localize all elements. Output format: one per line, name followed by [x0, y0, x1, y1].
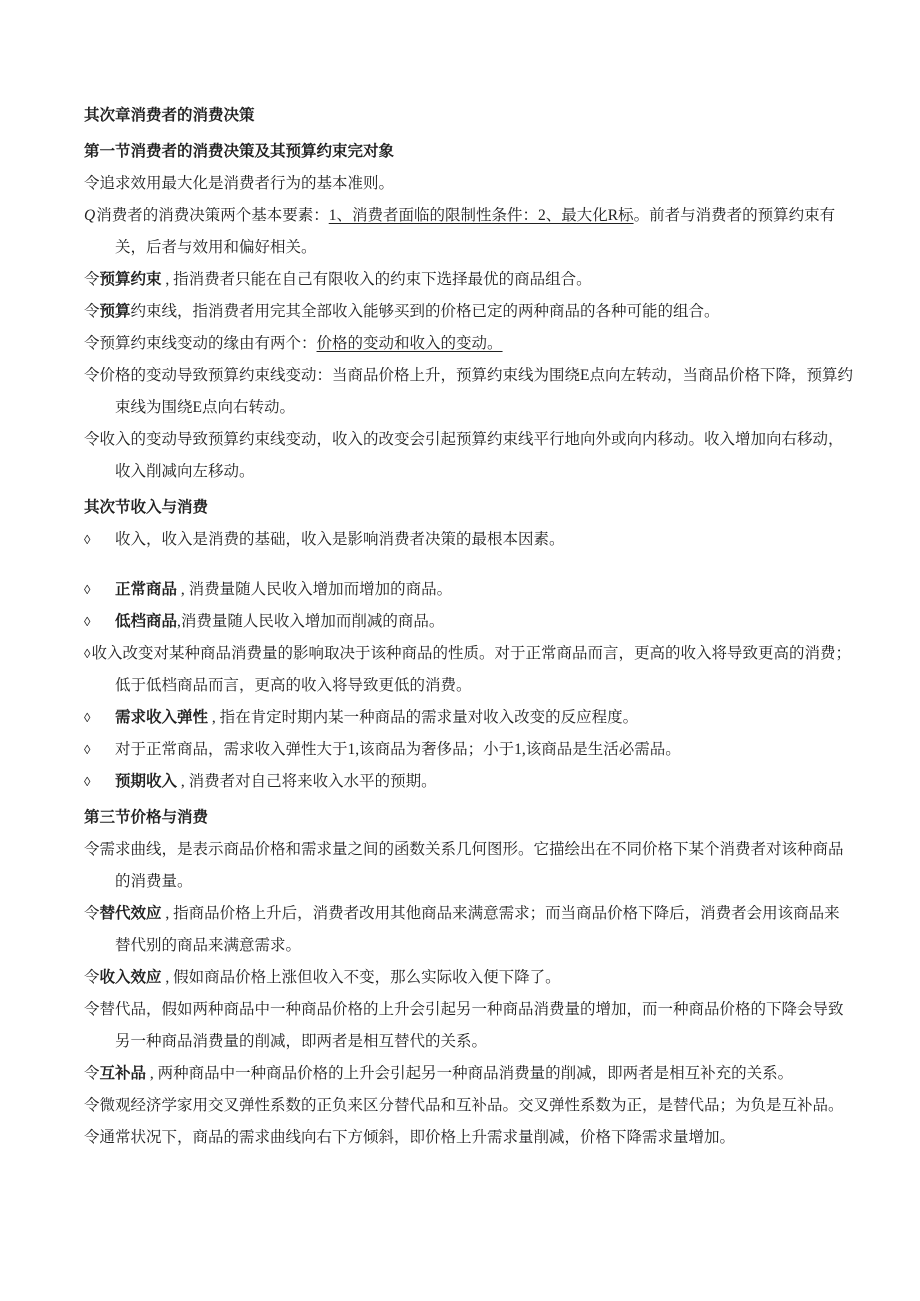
text-run: 替代品，假如两种商品中一种商品价格的上升会引起另一种商品消费量的增加，而一种商品价格的下降会导致另一种商品消费量的削减，即两者是相互替代的关系。: [99, 1001, 844, 1050]
paragraph: [84, 424, 854, 488]
text-run: , 指商品价格上升后，消费者改用其他商品来满意需求；而当商品价格下降后，消费者会用该商品来替代别的商品来满意需求。: [115, 905, 840, 954]
paragraph: [84, 328, 854, 360]
text-run: 预算: [99, 303, 131, 320]
text-run: , 两种商品中一种商品价格的上升会引起另一种商品消费量的削减，即两者是相互补充的关系。: [146, 1065, 794, 1082]
paragraph: [84, 296, 854, 328]
paragraph: [84, 264, 854, 296]
paragraph: [84, 200, 854, 264]
text-run: 正常商品: [115, 581, 178, 598]
document-body: [84, 100, 854, 1154]
spacer: [84, 556, 854, 574]
section-heading: [84, 136, 854, 168]
text-run: 第三节价格与消费: [84, 809, 209, 826]
text-run: 预算约束: [99, 271, 162, 288]
section-heading: [84, 492, 854, 524]
text-run: 需求收入弹性: [115, 709, 209, 726]
paragraph: [84, 638, 854, 702]
ling-bullet: 令: [84, 1001, 100, 1018]
text-run: 其次章消费者的消费决策: [84, 107, 255, 124]
text-run: 第一节消费者的消费决策及其预算约束完对象: [84, 143, 395, 160]
list-item: [84, 524, 854, 556]
paragraph: [84, 962, 854, 994]
text-run: , 消费量随人民收入增加而增加的商品。: [177, 581, 453, 598]
text-run: , 指消费者只能在自己有限收入的约束下选择最优的商品组合。: [161, 271, 592, 288]
ling-bullet: 令: [84, 1065, 100, 1082]
text-run: ,消费量随人民收入增加而削减的商品。: [177, 613, 445, 630]
text-run: 追求效用最大化是消费者行为的基本准则。: [99, 175, 395, 192]
ling-bullet: 令: [84, 1097, 100, 1114]
diamond-bullet: ◊: [84, 774, 91, 789]
q-bullet: Q: [84, 207, 96, 224]
paragraph: [84, 1122, 854, 1154]
text-run: 收入，收入是消费的基础，收入是影响消费者决策的最根本因素。: [115, 531, 565, 548]
text-run: 。前者与消费者的预算约束有关，后者与效用和偏好相关。: [115, 207, 836, 256]
text-run: 通常状况下，商品的需求曲线向右下方倾斜，即价格上升需求量削减，价格下降需求量增加。: [99, 1129, 736, 1146]
ling-bullet: 令: [84, 1129, 100, 1146]
text-run: 消费者的消费决策两个基本要素：: [96, 207, 329, 224]
ling-bullet: 令: [84, 431, 100, 448]
text-run: 价格的变动导致预算约束线变动：当商品价格上升，预算约束线为围绕E点向左转动，当商品价格下降，预算约束线为围绕E点向右转动。: [99, 367, 853, 416]
diamond-bullet: ◊: [84, 646, 91, 661]
text-run: 其次节收入与消费: [84, 499, 209, 516]
paragraph: [84, 994, 854, 1058]
text-run: 收入效应: [99, 969, 162, 986]
paragraph: [84, 168, 854, 200]
diamond-bullet: ◊: [84, 582, 91, 597]
text-run: 替代效应: [99, 905, 162, 922]
diamond-bullet: ◊: [84, 710, 91, 725]
text-run: 收入的变动导致预算约束线变动，收入的改变会引起预算约束线平行地向外或向内移动。收入增加向右移动，收入削减向左移动。: [99, 431, 844, 480]
ling-bullet: 令: [84, 271, 100, 288]
ling-bullet: 令: [84, 335, 100, 352]
text-run: , 指在肯定时期内某一种商品的需求量对收入改变的反应程度。: [208, 709, 639, 726]
section-heading: [84, 802, 854, 834]
ling-bullet: 令: [84, 969, 100, 986]
text-run: 1、消费者面临的限制性条件：2、最大化R标: [328, 207, 634, 224]
list-item: [84, 702, 854, 734]
text-run: , 消费者对自己将来收入水平的预期。: [177, 773, 437, 790]
ling-bullet: 令: [84, 367, 100, 384]
diamond-bullet: ◊: [84, 614, 91, 629]
text-run: 低档商品: [115, 613, 178, 630]
chapter-title: [84, 100, 854, 132]
text-run: 价格的变动和收入的变动。: [316, 335, 503, 352]
paragraph: [84, 360, 854, 424]
list-item: [84, 574, 854, 606]
text-run: 互补品: [99, 1065, 147, 1082]
paragraph: [84, 898, 854, 962]
diamond-bullet: ◊: [84, 532, 91, 547]
list-item: [84, 766, 854, 798]
ling-bullet: 令: [84, 303, 100, 320]
list-item: [84, 734, 854, 766]
list-item: [84, 606, 854, 638]
text-run: 预期收入: [115, 773, 178, 790]
text-run: , 假如商品价格上涨但收入不变，那么实际收入便下降了。: [161, 969, 561, 986]
text-run: 微观经济学家用交叉弹性系数的正负来区分替代品和互补品。交叉弹性系数为正，是替代品；为负是互补品。: [99, 1097, 844, 1114]
ling-bullet: 令: [84, 841, 100, 858]
ling-bullet: 令: [84, 175, 100, 192]
text-run: 约束线，指消费者用完其全部收入能够买到的价格已定的两种商品的各种可能的组合。: [130, 303, 720, 320]
text-run: 需求曲线，是表示商品价格和需求量之间的函数关系几何图形。它描绘出在不同价格下某个消费者对该种商品的消费量。: [99, 841, 844, 890]
text-run: 对于正常商品，需求收入弹性大于1,该商品为奢侈品；小于1,该商品是生活必需品。: [115, 741, 681, 758]
text-run: 收入改变对某种商品消费量的影响取决于该种商品的性质。对于正常商品而言，更高的收入将导致更高的消费；低于低档商品而言，更高的收入将导致更低的消费。: [91, 645, 851, 694]
text-run: 预算约束线变动的缘由有两个：: [99, 335, 317, 352]
diamond-bullet: ◊: [84, 742, 91, 757]
ling-bullet: 令: [84, 905, 100, 922]
paragraph: [84, 834, 854, 898]
paragraph: [84, 1058, 854, 1090]
paragraph: [84, 1090, 854, 1122]
